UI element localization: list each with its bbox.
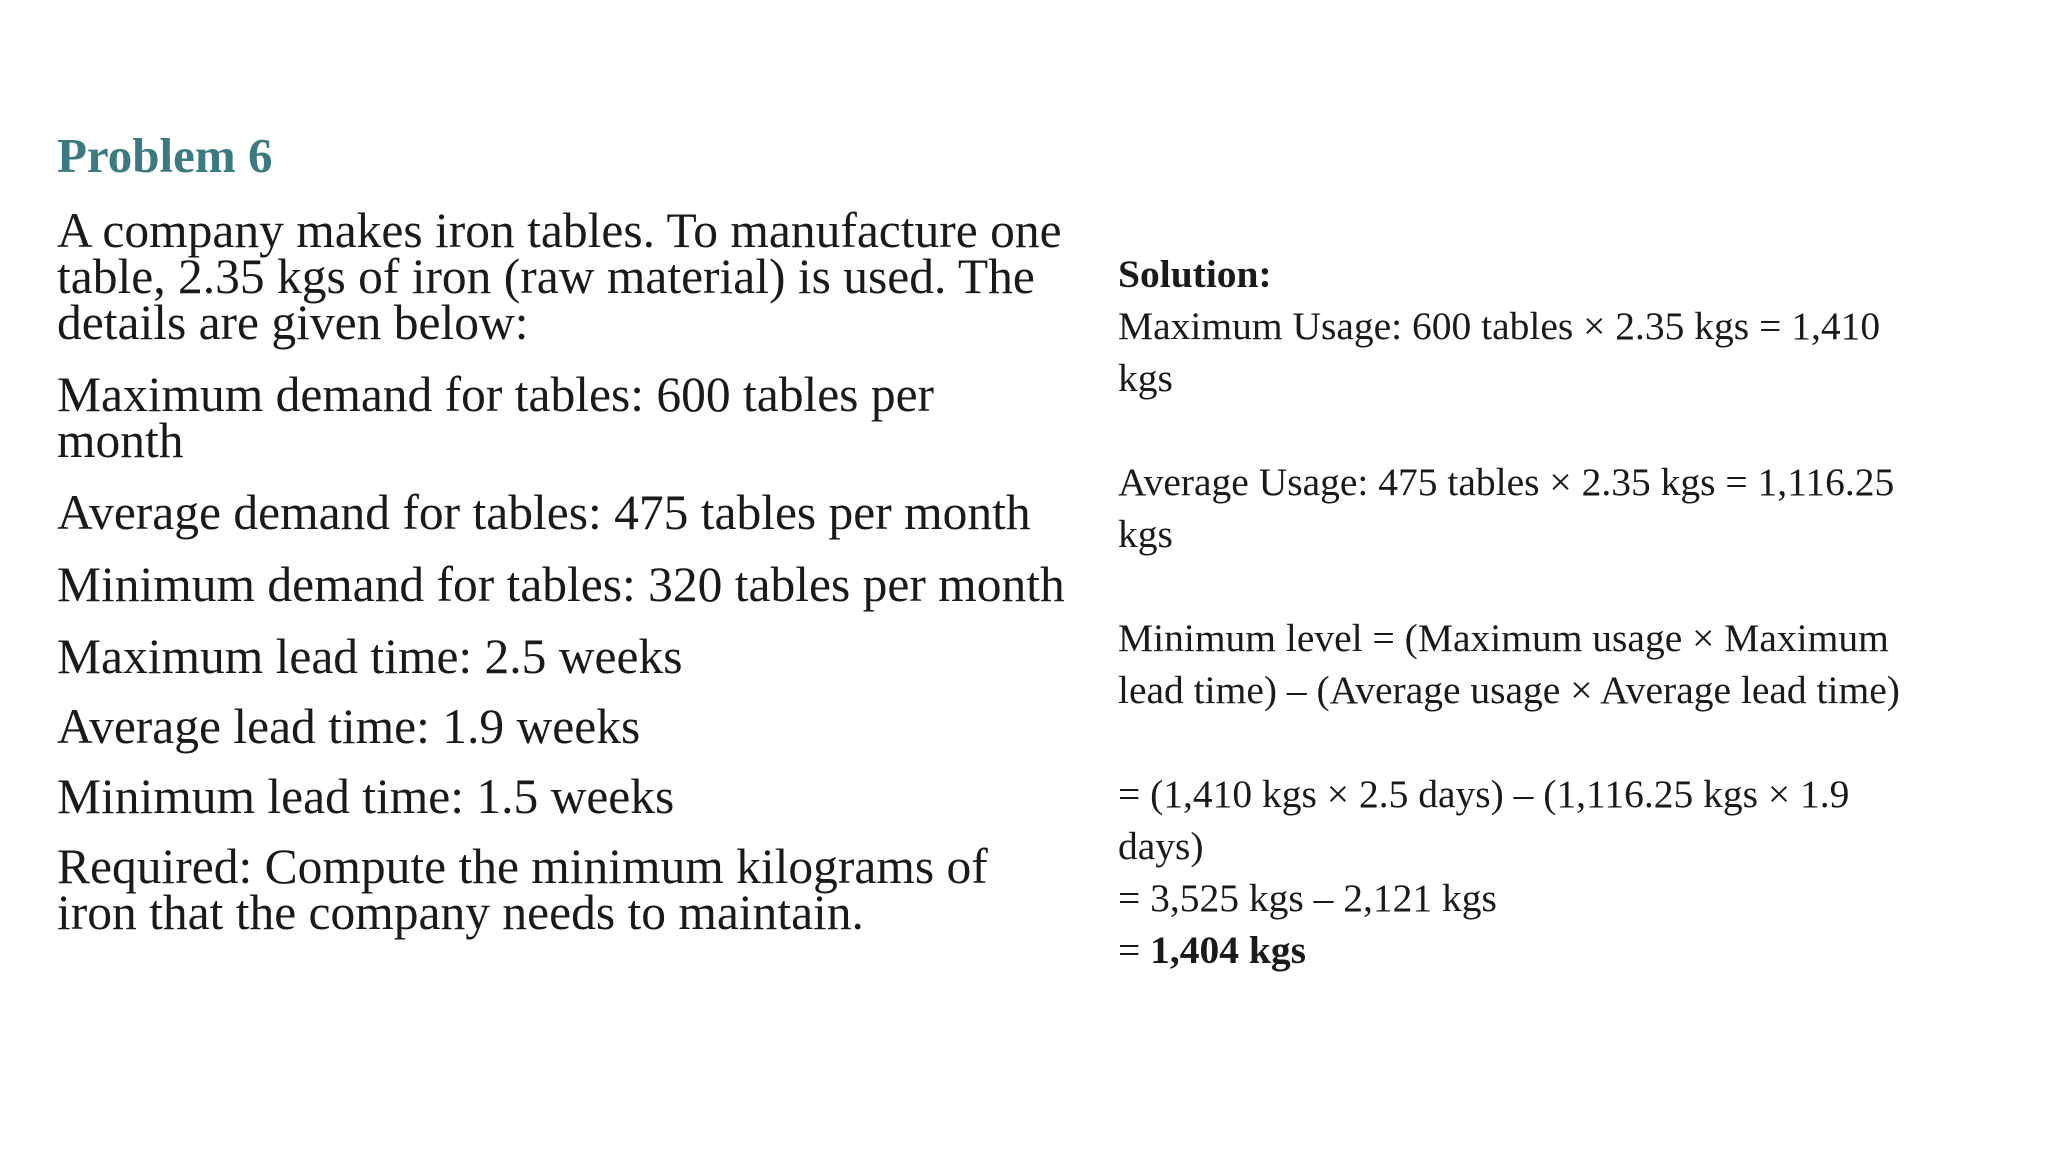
result-value: 1,404 kgs (1150, 928, 1306, 972)
min-demand-text: Minimum demand for tables: 320 tables per month (57, 557, 1065, 612)
formula-line-2: lead time) – (Average usage × Average lead time) (1118, 668, 1900, 712)
max-demand-text: Maximum demand for tables: 600 tables per month (57, 367, 935, 468)
required-text: Required: Compute the minimum kilograms of iron that the company needs to maintain. (57, 839, 988, 940)
min-lead-time-text: Minimum lead time: 1.5 weeks (57, 769, 675, 824)
calc-line-2: days) (1118, 824, 1204, 868)
max-usage-line-2: kgs (1118, 356, 1173, 400)
calc-line-1: = (1,410 kgs × 2.5 days) – (1,116.25 kgs × 1.9 (1118, 772, 1850, 816)
avg-usage-line-1: Average Usage: 475 tables × 2.35 kgs = 1,116.25 (1118, 460, 1895, 504)
problem-intro: A company makes iron tables. To manufacture one table, 2.35 kgs of iron (raw material) is used. The details are given below: (57, 203, 1062, 350)
avg-usage-line-2: kgs (1118, 512, 1173, 556)
avg-lead-time-text: Average lead time: 1.9 weeks (57, 699, 641, 754)
problem-statement (57, 203, 1067, 962)
spacer (1118, 560, 1998, 612)
max-usage-line-1: Maximum Usage: 600 tables × 2.35 kgs = 1,410 (1118, 304, 1881, 348)
calc-line-3: = 3,525 kgs – 2,121 kgs (1118, 876, 1497, 920)
formula-line-1: Minimum level = (Maximum usage × Maximum (1118, 616, 1889, 660)
result-line (1118, 924, 1998, 976)
avg-demand-text: Average demand for tables: 475 tables per month (57, 485, 1031, 540)
spacer (1118, 404, 1998, 456)
max-lead-time-text: Maximum lead time: 2.5 weeks (57, 629, 683, 684)
solution-heading: Solution: (1118, 252, 1272, 296)
solution-block (1118, 248, 1998, 976)
slide-title: Problem 6 (57, 128, 273, 183)
result-prefix: = (1118, 928, 1151, 972)
spacer (1118, 716, 1998, 768)
